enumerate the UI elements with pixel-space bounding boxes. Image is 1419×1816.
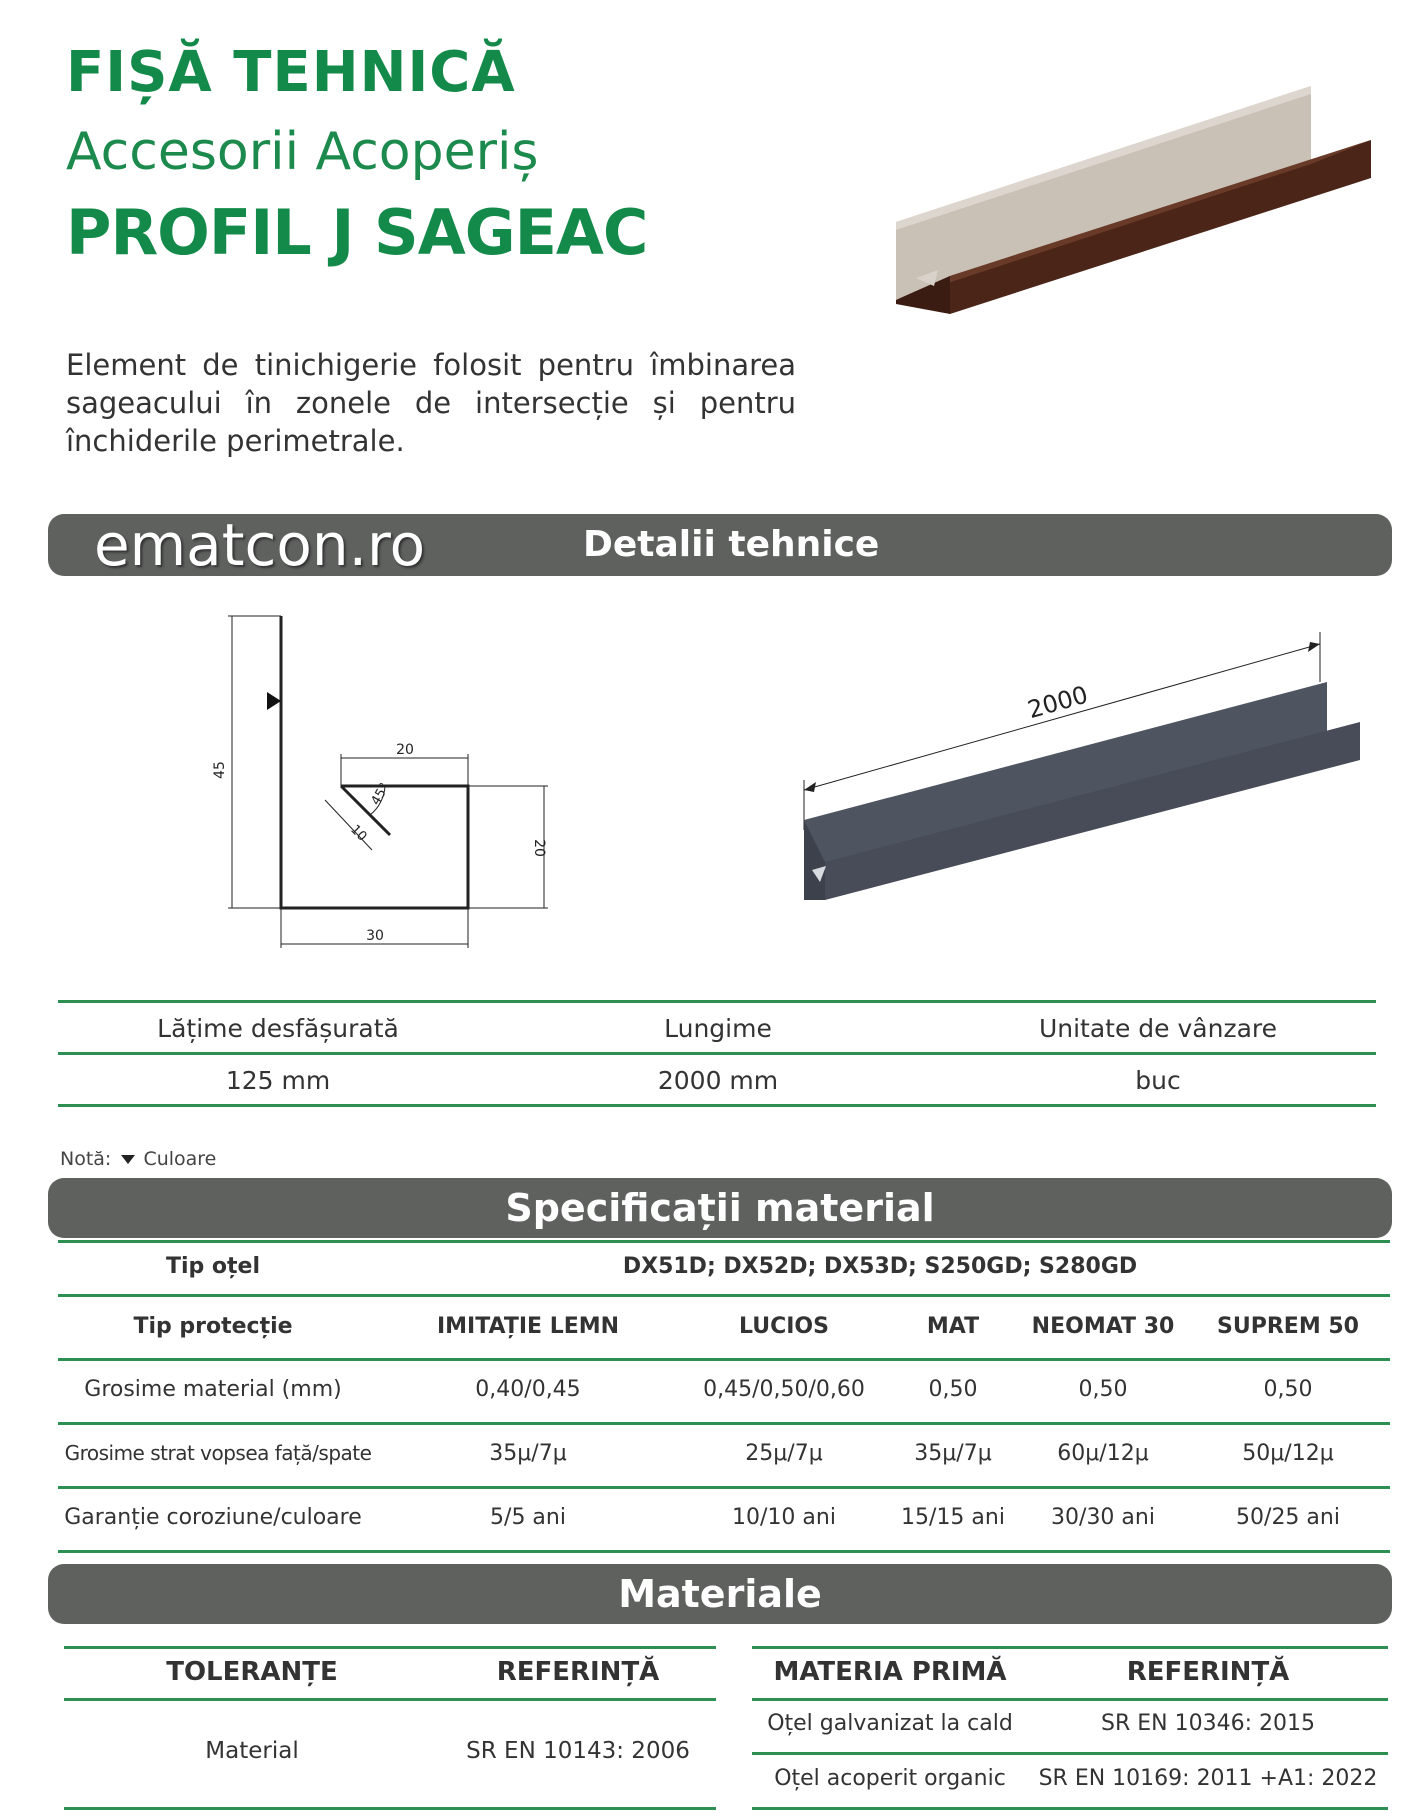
tolerances-material: Material (205, 1738, 299, 1764)
document-title: FIȘĂ TEHNICĂ (66, 40, 516, 105)
materials-banner-title: Materiale (618, 1572, 822, 1616)
specs-banner (48, 1178, 1392, 1238)
details-banner (48, 511, 1392, 579)
steel-type-label: Tip oțel (165, 1254, 261, 1279)
dim-20-side-label: 20 (531, 839, 547, 857)
materials-rule (752, 1807, 1388, 1810)
details-table-rule (58, 1052, 1376, 1055)
details-value-length: 2000 mm (657, 1066, 779, 1095)
raw-material-row: Oțel acoperit organic (774, 1766, 1006, 1791)
materials-rule (752, 1752, 1388, 1755)
spec-row-label: Garanție coroziune/culoare (64, 1505, 362, 1530)
dim-angle-label: 45° (368, 780, 393, 808)
specs-rule (58, 1358, 1390, 1361)
spec-row-value: 0,50 (928, 1377, 978, 1402)
note-label: Notă: (60, 1148, 112, 1170)
spec-row-value: 50μ/12μ (1242, 1441, 1334, 1466)
column-header-mat: MAT (926, 1314, 980, 1339)
column-header-imitatie-lemn: IMITAȚIE LEMN (436, 1314, 620, 1339)
protection-type-label: Tip protecție (133, 1314, 293, 1339)
materials-rule (752, 1646, 1388, 1649)
specs-rule (58, 1294, 1390, 1297)
note (60, 1148, 216, 1170)
details-value-width: 125 mm (225, 1066, 331, 1095)
details-header-length: Lungime (664, 1014, 772, 1043)
details-table-rule (58, 1104, 1376, 1107)
dim-30-label: 30 (366, 928, 384, 944)
spec-row-value: 30/30 ani (1051, 1505, 1155, 1530)
spec-row-value: 0,50 (1078, 1377, 1128, 1402)
spec-row-value: 15/15 ani (901, 1505, 1005, 1530)
spec-row-value: 5/5 ani (490, 1505, 566, 1530)
details-header-unit: Unitate de vânzare (1038, 1014, 1278, 1043)
product-description: Element de tinichigerie folosit pentru îmbinarea sageacului în zonele de intersecție și pentru închiderile perimetrale. (66, 348, 796, 458)
spec-row-label: Grosime material (mm) (84, 1377, 342, 1402)
specs-rule (58, 1486, 1390, 1489)
raw-material-reference-header: REFERINȚĂ (1126, 1657, 1290, 1687)
specs-rule (58, 1550, 1390, 1553)
materials-banner (48, 1564, 1392, 1624)
tolerances-reference: SR EN 10143: 2006 (466, 1738, 690, 1764)
materials-rule (752, 1698, 1388, 1701)
tolerances-header: TOLERANȚE (166, 1657, 338, 1687)
column-header-lucios: LUCIOS (739, 1314, 829, 1339)
materials-rule (64, 1698, 716, 1701)
dim-20-top-label: 20 (396, 742, 414, 758)
materials-rule (64, 1646, 716, 1649)
note-text: Culoare (143, 1148, 217, 1170)
raw-material-reference: SR EN 10346: 2015 (1101, 1711, 1315, 1736)
specs-rule (58, 1240, 1390, 1243)
details-banner-title: Detalii tehnice (583, 524, 880, 565)
raw-material-reference: SR EN 10169: 2011 +A1: 2022 (1038, 1766, 1378, 1791)
column-header-suprem-50: SUPREM 50 (1217, 1314, 1359, 1339)
caret-down-icon (121, 1155, 135, 1164)
spec-row-value: 0,45/0,50/0,60 (703, 1377, 865, 1402)
spec-row-label: Grosime strat vopsea față/spate (64, 1441, 372, 1465)
details-value-unit: buc (1135, 1066, 1181, 1095)
tolerances-reference-header: REFERINȚĂ (496, 1657, 660, 1687)
length-dim-label: 2000 (1024, 680, 1092, 725)
document-subtitle: Accesorii Acoperiș (66, 122, 539, 182)
specs-banner-title: Specificații material (505, 1186, 935, 1230)
column-header-neomat-30: NEOMAT 30 (1031, 1314, 1175, 1339)
product-name: PROFIL J SAGEAC (66, 196, 648, 269)
brand-logo: ematcon.ro (94, 511, 426, 579)
profile-cross-section-drawing (200, 600, 560, 950)
color-side-arrow-icon (267, 692, 281, 710)
profile-outline (281, 616, 468, 908)
details-header-width: Lățime desfășurată (157, 1014, 399, 1043)
spec-row-value: 60μ/12μ (1057, 1441, 1149, 1466)
raw-material-row: Oțel galvanizat la cald (767, 1711, 1013, 1736)
spec-row-value: 0,40/0,45 (475, 1377, 581, 1402)
spec-row-value: 25μ/7μ (745, 1441, 823, 1466)
spec-row-value: 0,50 (1263, 1377, 1313, 1402)
spec-row-value: 35μ/7μ (489, 1441, 567, 1466)
product-photo (890, 80, 1390, 320)
specs-rule (58, 1422, 1390, 1425)
dim-45-label: 45 (212, 761, 228, 779)
materials-rule (64, 1807, 716, 1810)
spec-row-value: 50/25 ani (1236, 1505, 1340, 1530)
spec-row-value: 35μ/7μ (914, 1441, 992, 1466)
details-table-rule (58, 1000, 1376, 1003)
dim-10-label: 10 (347, 822, 370, 845)
spec-row-value: 10/10 ani (732, 1505, 836, 1530)
profile-3d-drawing (790, 630, 1370, 920)
steel-type-value: DX51D; DX52D; DX53D; S250GD; S280GD (622, 1254, 1138, 1279)
raw-material-header: MATERIA PRIMĂ (773, 1657, 1007, 1687)
